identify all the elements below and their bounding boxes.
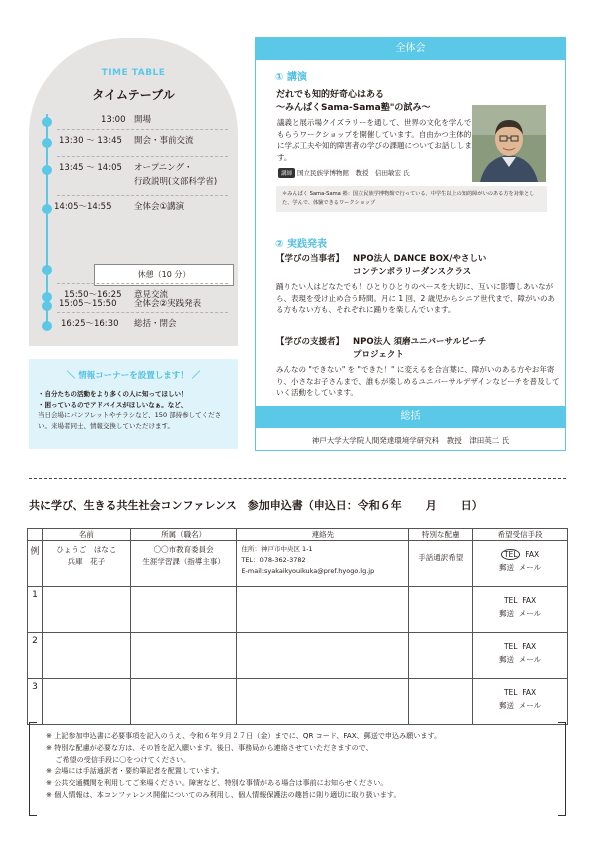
row-time: 16:25～16:30 [61, 319, 119, 329]
practice-body-2: みんなの "できない" を "できた！" に変えるを合言葉に、障がいのある方やお年寄り、小さなお子さんまで、誰もが楽しめるユニバーサルデザインなビーチを普及していく活動をしています。 [276, 365, 560, 397]
row-number: 3 [28, 679, 43, 725]
note-item: ※ 上記参加申込書に必要事項を記入のうえ、令和６年９月２７日（金）までに、QR コード、FAX、郵送で申込み願います。 [46, 731, 442, 740]
row-desc: 全体会①講演 [134, 202, 185, 212]
method-mail: メール [518, 563, 542, 572]
method-fax: FAX [525, 550, 540, 559]
row-desc-line2: 行政説明(文部科学省) [134, 177, 218, 187]
practice-label-1: 【学びの当事者】 [276, 254, 345, 264]
consideration-input-cell[interactable] [409, 587, 473, 633]
header-contact: 連絡先 [237, 529, 409, 541]
method-cell[interactable] [473, 679, 568, 725]
notes-list [46, 730, 556, 801]
row-time: 13:45 ～ 14:05 [59, 163, 122, 173]
method-tel-circled: TEL [501, 549, 521, 560]
row-desc: オープニング・ [134, 163, 193, 173]
name-input-cell[interactable] [42, 679, 130, 725]
row-time: 13:30 ～ 13:45 [59, 136, 122, 146]
divider [57, 195, 228, 196]
note-item: ※ 公共交通機関を利用してご来場ください。障害など、特別な事情がある場合は事前にお知らせください。 [46, 778, 388, 788]
timeline-dot-icon [42, 321, 52, 331]
row-desc: 全体会②実践発表 [134, 299, 202, 309]
name-cell [42, 541, 130, 587]
speaker-photo [472, 105, 546, 182]
example-affiliation: 〇〇市教育委員会 [153, 545, 214, 554]
affiliation-cell [130, 541, 237, 587]
row-number: 2 [28, 633, 43, 679]
contact-input-cell[interactable] [237, 679, 409, 725]
example-name: 兵庫 花子 [67, 557, 106, 566]
info-bullet: ・困っているのでアドバイスがほしいなぁ。など、 [38, 400, 188, 409]
summary-header: 総括 [256, 406, 565, 428]
practice-org-2: NPO法人 須磨ユニバーサルビーチ [353, 337, 487, 347]
note-item: ※ 個人情報は、本コンファレンス開催についてのみ利用し、個人情報保護法の趣旨に則り適切に取り扱います。 [46, 789, 401, 799]
row-desc: 開場 [134, 115, 152, 125]
affiliation-input-cell[interactable] [130, 633, 237, 679]
bracket-right [558, 722, 566, 816]
timeline-dot-icon [42, 117, 52, 127]
consideration-cell [409, 541, 473, 587]
header-method: 希望受信手段 [473, 529, 568, 541]
timetable-title-en: TIME TABLE [101, 68, 166, 78]
header-no [28, 529, 43, 541]
practice-org-1-line2: コンテンポラリーダンスクラス [353, 267, 472, 277]
lecture-speaker [278, 168, 410, 178]
form-row[interactable] [28, 633, 568, 679]
divider [57, 129, 228, 130]
consideration-input-cell[interactable] [409, 679, 473, 725]
example-consideration: 手話通訳希望 [418, 553, 464, 562]
cut-line [29, 478, 566, 479]
form-row[interactable] [28, 587, 568, 633]
method-cell[interactable] [473, 633, 568, 679]
speaker-badge: 講師 [278, 168, 295, 178]
method-post[interactable]: 郵送 [498, 701, 514, 710]
lecture-subtitle: ～みんぱくSama-Sama塾"の試み～ [276, 103, 431, 113]
notes-box [29, 722, 566, 816]
row-time: 15:50～16:25 [64, 290, 122, 300]
row-desc: 意見交流 [134, 290, 169, 300]
practice-org-2-line2: プロジェクト [353, 350, 404, 360]
row-time: 13:00 [101, 115, 126, 125]
row-desc: 総括・閉会 [134, 319, 177, 329]
method-fax[interactable]: FAX [522, 596, 537, 605]
timeline-dot-icon [42, 138, 52, 148]
note-item: ご希望の受信手段に〇をつけてください。 [46, 754, 191, 764]
note-item: ※ 特別な配慮が必要な方は、その旨を記入願います。後日、事務局から連絡させていただきますので、 [46, 742, 373, 752]
method-fax[interactable]: FAX [522, 688, 537, 697]
method-tel[interactable]: TEL [503, 642, 518, 651]
info-text: 当日会場にパンフレットやチラシなど、150 部持参してください。来場者同士、情報交換していただけます。 [38, 411, 222, 430]
method-cell [473, 541, 568, 587]
header-consideration: 特別な配慮 [409, 529, 473, 541]
divider [57, 156, 228, 157]
info-bullet: ・自分たちの活動をより多くの人に知ってほしい！ [38, 390, 188, 398]
method-mail[interactable]: メール [518, 609, 542, 618]
info-corner-body [38, 389, 233, 431]
form-row[interactable] [28, 679, 568, 725]
break-box: 休憩（10 分） [94, 264, 234, 286]
affiliation-input-cell[interactable] [130, 587, 237, 633]
form-title-day: 日） [460, 499, 483, 512]
contact-input-cell[interactable] [237, 587, 409, 633]
contact-input-cell[interactable] [237, 633, 409, 679]
divider [57, 312, 228, 313]
method-post[interactable]: 郵送 [498, 655, 514, 664]
timeline-dot-icon [42, 265, 52, 275]
form-title [29, 497, 483, 513]
practice-heading: ② 実践発表 [275, 239, 327, 250]
example-position: 生涯学習課（指導主事） [142, 557, 225, 566]
timeline-dot-icon [42, 301, 52, 311]
practice-org-1: NPO法人 DANCE BOX/やさしい [353, 254, 487, 264]
note-item: ※ 会場には手話通訳者・要約筆記者を配置しています。 [46, 766, 224, 776]
lecture-title: だれでも知的好奇心はある [276, 90, 385, 100]
application-form-table [27, 528, 568, 725]
row-time: 14:05～14:55 [54, 202, 112, 212]
example-row [28, 541, 568, 587]
row-time: 15:05～15:50 [59, 299, 117, 309]
plenary-header: 全体会 [256, 38, 565, 60]
timetable-title: タイムテーブル [92, 88, 175, 102]
practice-label-2: 【学びの支援者】 [276, 337, 345, 347]
timeline-dot-icon [42, 204, 52, 214]
info-corner [29, 359, 238, 449]
timeline-dot-icon [42, 292, 52, 302]
affiliation-input-cell[interactable] [130, 679, 237, 725]
lecture-heading: ① 講演 [275, 72, 307, 83]
row-number: 例 [28, 541, 43, 587]
method-post: 郵送 [498, 563, 514, 572]
name-input-cell[interactable] [42, 633, 130, 679]
method-tel[interactable]: TEL [503, 688, 518, 697]
row-number: 1 [28, 587, 43, 633]
lecture-body: 議義と展示場クイズラリーを通して、世界の文化を学んでもらうワークショップを開催しています。自由かつ主体的に学ぶ工夫や知的障害者の学びの課題についてお話しします。 [277, 118, 472, 162]
method-post[interactable]: 郵送 [498, 609, 514, 618]
example-address: 住所：神戸市中央区 1-1 [241, 545, 313, 553]
method-cell[interactable] [473, 587, 568, 633]
method-mail[interactable]: メール [518, 701, 542, 710]
example-tel: TEL：078-362-3782 [241, 556, 306, 564]
method-tel[interactable]: TEL [503, 596, 518, 605]
summary-body: 神戸大学大学院人間発達環境学研究科 教授 津田英二 氏 [311, 436, 510, 445]
bracket-left [29, 722, 37, 816]
practice-body-1: 踊りたい人はどなたでも！ひとりひとりのペースを大切に、互いに影響しあいながら、表現を受け止め合う時間。月に 1 回、2 歳児からシニア世代まで、障がいのある方もない方も、それぞれに踊りを楽しんでいます。 [276, 282, 556, 314]
plenary-panel [255, 37, 566, 451]
divider [57, 283, 228, 284]
speaker-name: 国立民族学博物館 教授 信田敏宏 氏 [297, 169, 410, 177]
contact-cell [237, 541, 409, 587]
method-fax[interactable]: FAX [522, 642, 537, 651]
form-title-month: 月 [425, 499, 437, 512]
name-input-cell[interactable] [42, 587, 130, 633]
form-title-main: 共に学び、生きる共生社会コンファレンス 参加申込書（申込日：令和６年 [29, 499, 402, 512]
method-mail[interactable]: メール [518, 655, 542, 664]
consideration-input-cell[interactable] [409, 633, 473, 679]
example-email: E-mail:syakaikyouikuka@pref.hyogo.lg.jp [241, 567, 375, 575]
header-name: 名前 [42, 529, 130, 541]
row-desc: 開会・事前交流 [134, 136, 194, 146]
info-corner-title: ＼ 情報コーナーを設置します！ ／ [66, 371, 201, 381]
lecture-note: ＊みんぱく Sama-Sama 塾：国立民族学博物館で行っている、中学生以上の知的障がいのある方を対象とした、学んで、体験できるワークショップ [276, 186, 547, 212]
form-header-row [28, 529, 568, 541]
header-affiliation: 所属（職名） [130, 529, 237, 541]
example-furigana: ひょうご はなこ [56, 545, 117, 554]
timeline-dot-icon [42, 165, 52, 175]
